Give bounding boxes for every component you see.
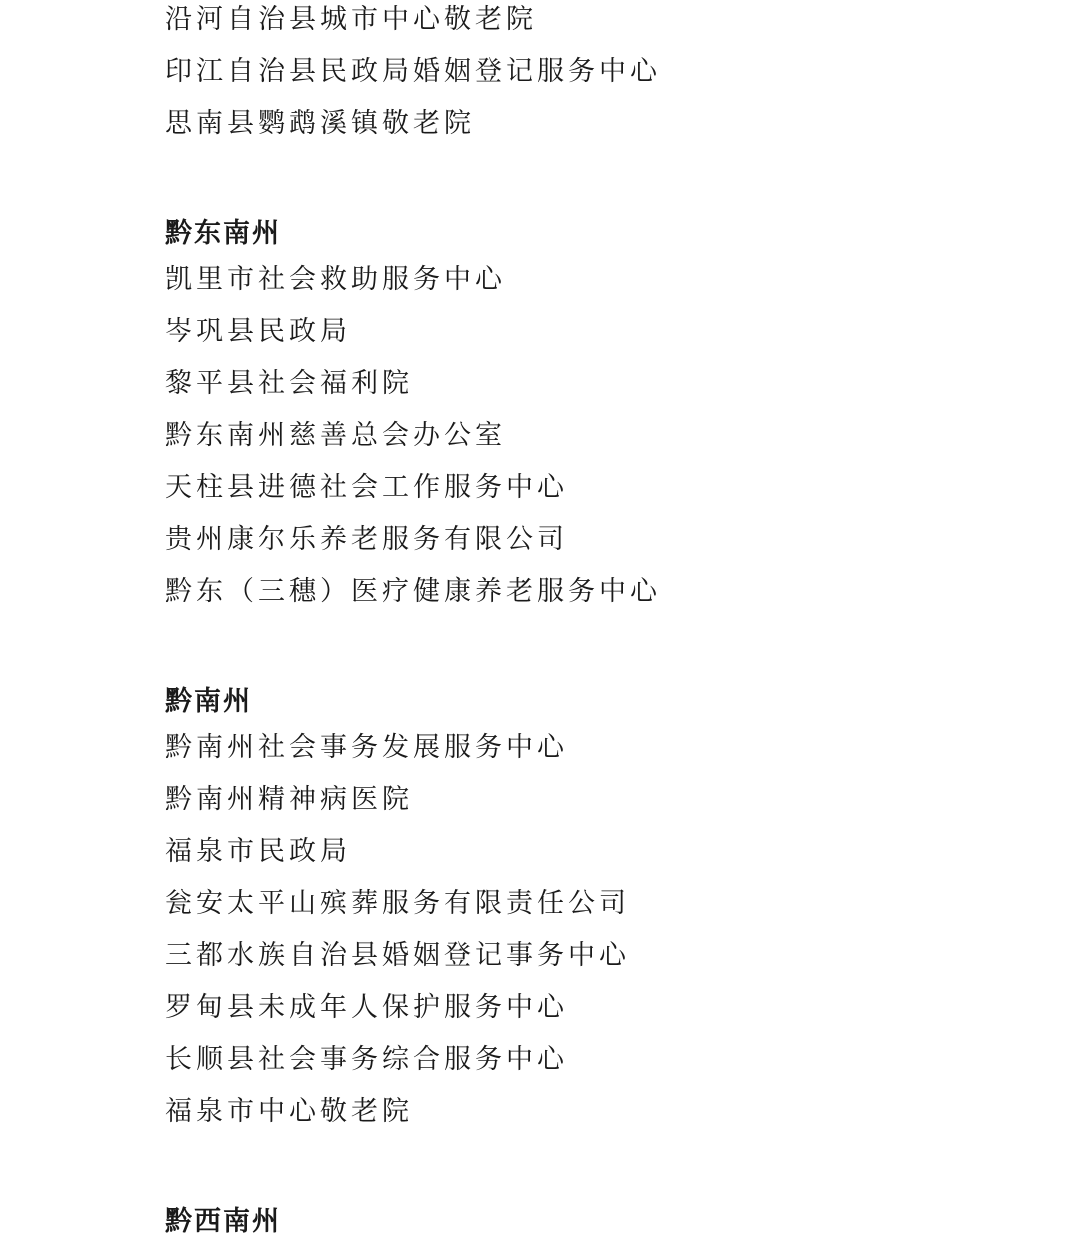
list-item: 岑巩县民政局 bbox=[165, 316, 351, 347]
section-heading: 黔南州 bbox=[165, 686, 252, 717]
list-item: 黔东（三穗）医疗健康养老服务中心 bbox=[165, 576, 661, 607]
list-item: 福泉市民政局 bbox=[165, 836, 351, 867]
section-heading: 黔东南州 bbox=[165, 218, 281, 249]
list-item: 贵州康尔乐养老服务有限公司 bbox=[165, 524, 568, 555]
list-item: 思南县鹦鹉溪镇敬老院 bbox=[165, 108, 475, 139]
list-item: 黎平县社会福利院 bbox=[165, 368, 413, 399]
section-qiandongnan bbox=[165, 208, 1045, 624]
list-item: 凯里市社会救助服务中心 bbox=[165, 264, 506, 295]
document-page bbox=[165, 0, 1045, 1248]
list-item: 黔南州精神病医院 bbox=[165, 784, 413, 815]
section-heading: 黔西南州 bbox=[165, 1206, 281, 1237]
list-item: 沿河自治县城市中心敬老院 bbox=[165, 4, 537, 35]
list-item: 瓮安太平山殡葬服务有限责任公司 bbox=[165, 888, 630, 919]
list-item: 天柱县进德社会工作服务中心 bbox=[165, 472, 568, 503]
list-item: 印江自治县民政局婚姻登记服务中心 bbox=[165, 56, 661, 87]
list-item: 罗甸县未成年人保护服务中心 bbox=[165, 992, 568, 1023]
top-list bbox=[165, 0, 1045, 156]
list-item: 福泉市中心敬老院 bbox=[165, 1096, 413, 1127]
list-item: 长顺县社会事务综合服务中心 bbox=[165, 1044, 568, 1075]
section-qianxinan bbox=[165, 1196, 1045, 1248]
list-item: 黔南州社会事务发展服务中心 bbox=[165, 732, 568, 763]
list-item: 三都水族自治县婚姻登记事务中心 bbox=[165, 940, 630, 971]
list-item: 黔东南州慈善总会办公室 bbox=[165, 420, 506, 451]
section-qiannan bbox=[165, 676, 1045, 1144]
